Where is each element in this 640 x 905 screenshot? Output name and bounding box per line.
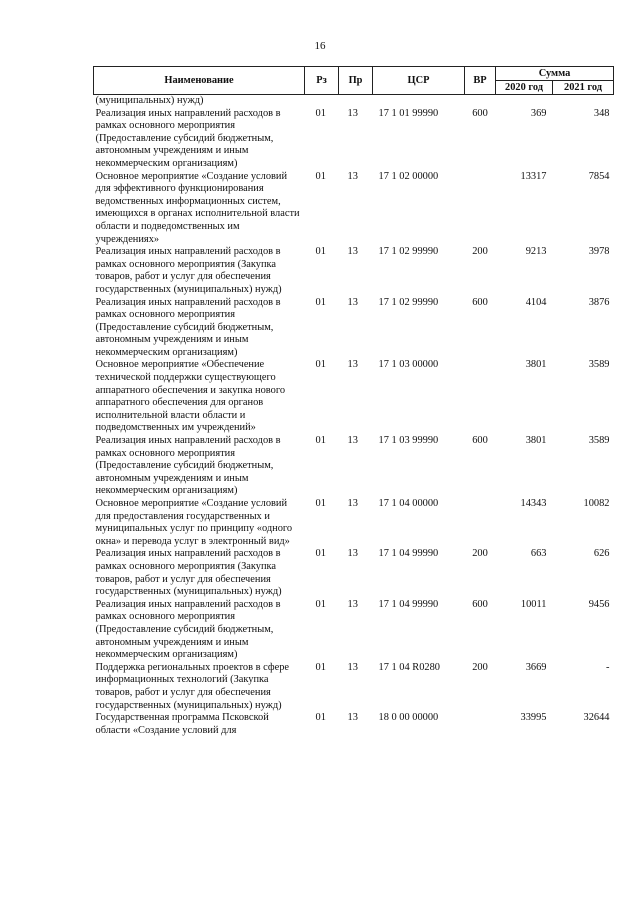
row-name: Поддержка региональных проектов в сфере информационных технологий (Закупка товаров, работ и услуг для обеспечения государственных (муниципальных) нужд) bbox=[95, 661, 290, 711]
row-rz: 01 bbox=[315, 170, 326, 182]
header-year-2021: 2021 год bbox=[553, 81, 614, 95]
row-name: Реализация иных направлений расходов в рамках основного мероприятия (Закупка товаров, работ и услуг для обеспечения государственных (муниципальных) нужд) bbox=[95, 246, 282, 295]
row-amount-2020: 3801 bbox=[525, 359, 547, 371]
table-row bbox=[94, 95, 614, 108]
row-rz: 01 bbox=[315, 712, 326, 724]
row-vr bbox=[465, 95, 496, 108]
row-name: Государственная программа Псковской области «Создание условий для bbox=[95, 712, 269, 736]
header-csr: ЦСР bbox=[373, 67, 465, 95]
row-amount-2021: 348 bbox=[593, 107, 610, 119]
row-rz: 01 bbox=[315, 598, 326, 610]
row-vr bbox=[465, 712, 496, 737]
header-sum: Сумма bbox=[496, 67, 614, 81]
row-rz: 01 bbox=[315, 661, 326, 673]
row-pr: 13 bbox=[347, 170, 358, 182]
row-pr: 13 bbox=[347, 435, 358, 447]
row-rz: 01 bbox=[315, 246, 326, 258]
row-amount-2021: 3589 bbox=[588, 359, 610, 371]
table-row bbox=[94, 548, 614, 598]
row-vr bbox=[465, 498, 496, 548]
row-pr: 13 bbox=[347, 246, 358, 258]
row-name: Реализация иных направлений расходов в рамках основного мероприятия (Закупка товаров, работ и услуг для обеспечения государственных (муниципальных) нужд) bbox=[95, 548, 282, 598]
row-csr: 17 1 03 99990 bbox=[378, 435, 439, 447]
row-amount-2021 bbox=[553, 95, 614, 108]
row-name: Основное мероприятие «Обеспечение технической поддержки существующего аппаратного обеспечения и закупка нового аппаратного обеспечения для органов исполнительной власти области и подведомственных им учреждений» bbox=[95, 359, 286, 434]
row-pr: 13 bbox=[347, 359, 358, 371]
row-vr: 600 bbox=[472, 598, 488, 610]
row-name: Основное мероприятие «Создание условий для предоставления государственных и муниципальных услуг по принципу «одного окна» и перевода услуг в электронный вид» bbox=[95, 498, 293, 547]
row-vr: 600 bbox=[472, 435, 488, 447]
header-rz: Рз bbox=[305, 67, 339, 95]
row-amount-2020: 3669 bbox=[525, 661, 547, 673]
row-amount-2020: 3801 bbox=[525, 435, 547, 447]
row-pr bbox=[339, 95, 373, 108]
table-header bbox=[94, 67, 614, 95]
table-row bbox=[94, 435, 614, 498]
row-csr: 17 1 04 99990 bbox=[378, 598, 439, 610]
row-amount-2021: 3589 bbox=[588, 435, 610, 447]
header-name: Наименование bbox=[94, 67, 305, 95]
row-rz: 01 bbox=[315, 435, 326, 447]
row-csr: 17 1 01 99990 bbox=[378, 107, 439, 119]
row-amount-2020: 14343 bbox=[520, 498, 547, 509]
table-row bbox=[94, 712, 614, 737]
row-name: Реализация иных направлений расходов в рамках основного мероприятия (Предоставление субсидий бюджетным, автономным учреждениям и иным некоммерческим организациям) bbox=[95, 107, 281, 169]
row-amount-2021: 32644 bbox=[583, 712, 610, 724]
row-vr bbox=[465, 359, 496, 435]
row-csr: 17 1 02 00000 bbox=[378, 170, 439, 182]
row-amount-2021: 3876 bbox=[588, 296, 610, 308]
row-pr: 13 bbox=[347, 598, 358, 610]
table-row bbox=[94, 171, 614, 247]
row-csr: 17 1 02 99990 bbox=[378, 246, 439, 258]
header-vr: ВР bbox=[465, 67, 496, 95]
row-csr: 18 0 00 00000 bbox=[378, 712, 439, 724]
row-csr: 17 1 04 R0280 bbox=[378, 661, 440, 673]
row-pr: 13 bbox=[347, 107, 358, 119]
row-amount-2020: 4104 bbox=[525, 296, 547, 308]
table-row bbox=[94, 498, 614, 548]
row-csr bbox=[373, 95, 465, 108]
row-name: Основное мероприятие «Создание условий для эффективного функционирования ведомственных информационных систем, имеющихся в органах исполнительной власти области и подведомственных им учреждениях» bbox=[95, 170, 300, 245]
row-vr: 600 bbox=[472, 107, 488, 119]
table-row bbox=[94, 359, 614, 435]
row-pr: 13 bbox=[347, 296, 358, 308]
table-row bbox=[94, 108, 614, 171]
row-pr: 13 bbox=[347, 661, 358, 673]
row-amount-2021: - bbox=[606, 661, 610, 673]
row-amount-2020: 663 bbox=[530, 548, 547, 560]
row-rz bbox=[305, 95, 339, 108]
row-rz: 01 bbox=[315, 359, 326, 371]
table-row bbox=[94, 246, 614, 296]
row-amount-2021: 626 bbox=[593, 548, 610, 560]
row-name: (муниципальных) нужд) bbox=[95, 95, 204, 106]
row-amount-2021: 3978 bbox=[588, 246, 610, 258]
row-rz: 01 bbox=[315, 548, 326, 560]
table-row bbox=[94, 599, 614, 662]
row-amount-2021: 7854 bbox=[588, 170, 610, 182]
row-amount-2020: 10011 bbox=[520, 598, 547, 610]
budget-table bbox=[93, 66, 614, 737]
row-amount-2020: 13317 bbox=[520, 170, 547, 182]
row-pr: 13 bbox=[347, 548, 358, 560]
row-name: Реализация иных направлений расходов в рамках основного мероприятия (Предоставление субсидий бюджетным, автономным учреждениям и иным некоммерческим организациям) bbox=[95, 435, 281, 497]
table-body bbox=[94, 95, 614, 738]
row-pr: 13 bbox=[347, 498, 358, 509]
row-rz: 01 bbox=[315, 498, 326, 509]
row-vr: 200 bbox=[472, 661, 488, 673]
row-csr: 17 1 03 00000 bbox=[378, 359, 439, 371]
row-vr: 200 bbox=[472, 548, 488, 560]
row-amount-2020 bbox=[496, 95, 553, 108]
row-csr: 17 1 04 99990 bbox=[378, 548, 439, 560]
row-amount-2020: 9213 bbox=[525, 246, 547, 258]
row-amount-2020: 369 bbox=[530, 107, 547, 119]
row-csr: 17 1 02 99990 bbox=[378, 296, 439, 308]
row-amount-2021: 10082 bbox=[583, 498, 610, 509]
row-vr: 200 bbox=[472, 246, 488, 258]
row-amount-2021: 9456 bbox=[588, 598, 610, 610]
row-csr: 17 1 04 00000 bbox=[378, 498, 439, 509]
row-pr: 13 bbox=[347, 712, 358, 724]
row-name: Реализация иных направлений расходов в рамках основного мероприятия (Предоставление субсидий бюджетным, автономным учреждениям и иным некоммерческим организациям) bbox=[95, 296, 281, 358]
header-pr: Пр bbox=[339, 67, 373, 95]
row-vr: 600 bbox=[472, 296, 488, 308]
row-name: Реализация иных направлений расходов в рамках основного мероприятия (Предоставление субсидий бюджетным, автономным учреждениям и иным некоммерческим организациям) bbox=[95, 598, 281, 661]
header-year-2020: 2020 год bbox=[496, 81, 553, 95]
page-number: 16 bbox=[314, 40, 326, 52]
table-row bbox=[94, 662, 614, 712]
table-row bbox=[94, 297, 614, 360]
row-rz: 01 bbox=[315, 107, 326, 119]
row-vr bbox=[465, 171, 496, 247]
row-rz: 01 bbox=[315, 296, 326, 308]
row-amount-2020: 33995 bbox=[520, 712, 547, 724]
